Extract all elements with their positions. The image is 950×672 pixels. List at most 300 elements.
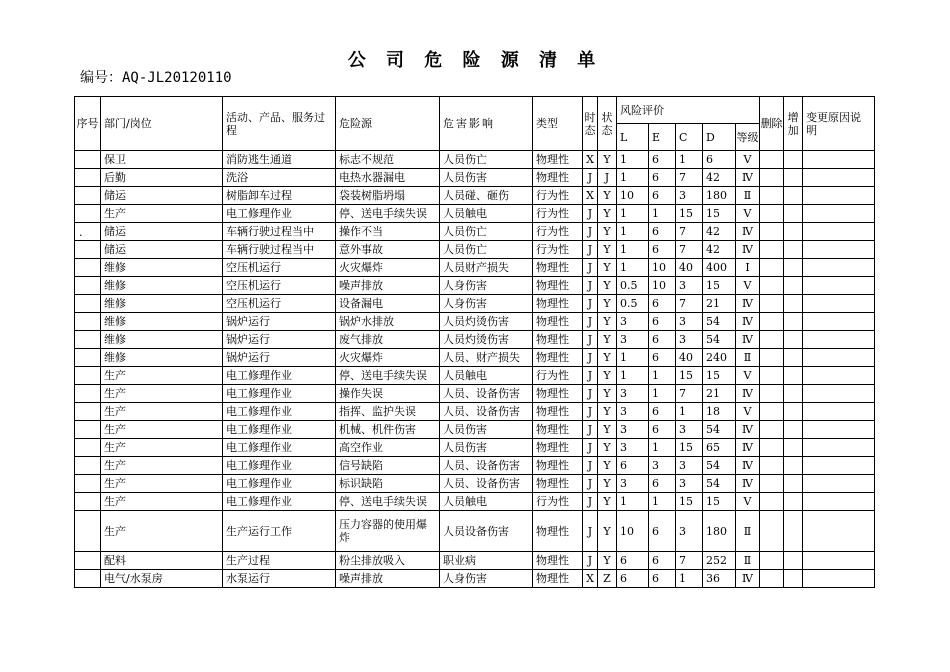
cell-delete	[760, 331, 784, 349]
header-delete: 删除	[760, 97, 784, 151]
cell-state: Y	[598, 367, 617, 385]
cell-change-reason	[803, 439, 875, 457]
cell-grade: Ⅱ	[736, 511, 760, 552]
cell-tense: J	[583, 439, 598, 457]
cell-E: 6	[649, 511, 676, 552]
cell-D: 54	[703, 475, 736, 493]
cell-state: Y	[598, 439, 617, 457]
cell-L: 0.5	[617, 295, 649, 313]
cell-C: 40	[676, 349, 703, 367]
cell-state: Y	[598, 475, 617, 493]
cell-type: 物理性	[533, 457, 583, 475]
cell-impact: 人员伤亡	[440, 223, 533, 241]
cell-hazard: 指挥、监护失误	[336, 403, 440, 421]
cell-impact: 人员碰、砸伤	[440, 187, 533, 205]
cell-activity: 电工修理作业	[223, 421, 336, 439]
cell-impact: 人员伤亡	[440, 241, 533, 259]
table-row	[75, 439, 875, 457]
cell-type: 物理性	[533, 475, 583, 493]
cell-state: Y	[598, 403, 617, 421]
cell-add	[784, 367, 803, 385]
cell-tense: J	[583, 475, 598, 493]
cell-C: 7	[676, 169, 703, 187]
cell-change-reason	[803, 169, 875, 187]
cell-activity: 锅炉运行	[223, 313, 336, 331]
cell-E: 1	[649, 385, 676, 403]
cell-tense: J	[583, 295, 598, 313]
cell-D: 54	[703, 421, 736, 439]
cell-delete	[760, 295, 784, 313]
cell-hazard: 高空作业	[336, 439, 440, 457]
cell-D: 21	[703, 295, 736, 313]
table-row	[75, 241, 875, 259]
cell-impact: 人员、设备伤害	[440, 385, 533, 403]
cell-grade: Ⅳ	[736, 223, 760, 241]
cell-L: 6	[617, 570, 649, 588]
cell-add	[784, 511, 803, 552]
cell-add	[784, 385, 803, 403]
cell-delete	[760, 277, 784, 295]
document-number: 编号：AQ-JL20120110	[80, 70, 232, 86]
cell-grade: Ⅴ	[736, 151, 760, 169]
stray-mark: .	[79, 226, 83, 239]
table-row	[75, 367, 875, 385]
cell-impact: 人员伤亡	[440, 151, 533, 169]
cell-L: 1	[617, 169, 649, 187]
cell-impact: 人员财产损失	[440, 259, 533, 277]
cell-change-reason	[803, 421, 875, 439]
cell-delete	[760, 349, 784, 367]
cell-type: 物理性	[533, 552, 583, 570]
cell-type: 行为性	[533, 241, 583, 259]
table-row	[75, 187, 875, 205]
cell-impact: 人员伤害	[440, 169, 533, 187]
cell-add	[784, 493, 803, 511]
cell-activity: 锅炉运行	[223, 331, 336, 349]
cell-state: Y	[598, 151, 617, 169]
cell-change-reason	[803, 187, 875, 205]
cell-grade: Ⅳ	[736, 570, 760, 588]
cell-hazard: 火灾爆炸	[336, 349, 440, 367]
cell-C: 7	[676, 241, 703, 259]
cell-hazard: 粉尘排放吸入	[336, 552, 440, 570]
cell-hazard: 标识缺陷	[336, 475, 440, 493]
cell-C: 7	[676, 552, 703, 570]
cell-state: Y	[598, 205, 617, 223]
cell-D: 42	[703, 223, 736, 241]
cell-seq	[75, 385, 101, 403]
cell-impact: 人员、财产损失	[440, 349, 533, 367]
cell-impact: 人员触电	[440, 205, 533, 223]
cell-E: 6	[649, 151, 676, 169]
cell-add	[784, 187, 803, 205]
cell-change-reason	[803, 277, 875, 295]
cell-E: 6	[649, 570, 676, 588]
cell-delete	[760, 169, 784, 187]
cell-D: 21	[703, 385, 736, 403]
cell-hazard: 操作不当	[336, 223, 440, 241]
table-row	[75, 421, 875, 439]
header-dept: 部门/岗位	[101, 97, 223, 151]
cell-change-reason	[803, 552, 875, 570]
cell-impact: 人身伤害	[440, 277, 533, 295]
cell-impact: 人员灼烫伤害	[440, 313, 533, 331]
cell-E: 6	[649, 295, 676, 313]
cell-grade: Ⅳ	[736, 169, 760, 187]
cell-dept: 生产	[101, 493, 223, 511]
header-state: 状态	[598, 97, 617, 151]
document-title: 公 司 危 险 源 清 单	[347, 50, 603, 71]
header-grade: 等级	[736, 124, 760, 151]
cell-delete	[760, 552, 784, 570]
cell-seq	[75, 313, 101, 331]
cell-D: 240	[703, 349, 736, 367]
table-row	[75, 223, 875, 241]
cell-seq	[75, 493, 101, 511]
cell-tense: J	[583, 241, 598, 259]
cell-L: 3	[617, 475, 649, 493]
cell-tense: J	[583, 403, 598, 421]
cell-hazard: 停、送电手续失误	[336, 367, 440, 385]
cell-C: 3	[676, 511, 703, 552]
table-row	[75, 169, 875, 187]
cell-hazard: 标志不规范	[336, 151, 440, 169]
cell-type: 物理性	[533, 385, 583, 403]
cell-change-reason	[803, 367, 875, 385]
cell-hazard: 袋装树脂坍塌	[336, 187, 440, 205]
cell-add	[784, 403, 803, 421]
cell-state: Y	[598, 313, 617, 331]
cell-activity: 树脂卸车过程	[223, 187, 336, 205]
cell-hazard: 设备漏电	[336, 295, 440, 313]
cell-grade: Ⅱ	[736, 187, 760, 205]
cell-tense: J	[583, 313, 598, 331]
cell-L: 3	[617, 403, 649, 421]
cell-state: Y	[598, 187, 617, 205]
cell-L: 1	[617, 493, 649, 511]
cell-add	[784, 241, 803, 259]
header-activity: 活动、产品、服务过程	[223, 97, 336, 151]
cell-hazard: 机械、机件伤害	[336, 421, 440, 439]
cell-grade: Ⅳ	[736, 385, 760, 403]
cell-seq	[75, 457, 101, 475]
cell-impact: 职业病	[440, 552, 533, 570]
cell-activity: 电工修理作业	[223, 439, 336, 457]
cell-grade: Ⅱ	[736, 552, 760, 570]
table-body	[75, 151, 875, 588]
cell-dept: 维修	[101, 349, 223, 367]
cell-state: Y	[598, 421, 617, 439]
cell-activity: 锅炉运行	[223, 349, 336, 367]
cell-impact: 人身伤害	[440, 295, 533, 313]
cell-tense: J	[583, 493, 598, 511]
cell-activity: 生产过程	[223, 552, 336, 570]
cell-tense: J	[583, 385, 598, 403]
cell-delete	[760, 241, 784, 259]
cell-C: 15	[676, 439, 703, 457]
cell-add	[784, 151, 803, 169]
cell-dept: 生产	[101, 511, 223, 552]
cell-dept: 配料	[101, 552, 223, 570]
cell-seq	[75, 169, 101, 187]
cell-dept: 生产	[101, 421, 223, 439]
cell-dept: 保卫	[101, 151, 223, 169]
cell-impact: 人员、设备伤害	[440, 403, 533, 421]
cell-tense: J	[583, 552, 598, 570]
cell-change-reason	[803, 205, 875, 223]
cell-E: 6	[649, 187, 676, 205]
cell-L: 3	[617, 439, 649, 457]
cell-grade: Ⅳ	[736, 331, 760, 349]
cell-hazard: 噪声排放	[336, 570, 440, 588]
cell-grade: Ⅳ	[736, 457, 760, 475]
table-row	[75, 313, 875, 331]
cell-C: 3	[676, 187, 703, 205]
cell-delete	[760, 457, 784, 475]
cell-D: 65	[703, 439, 736, 457]
cell-seq	[75, 403, 101, 421]
cell-D: 36	[703, 570, 736, 588]
cell-grade: Ⅴ	[736, 403, 760, 421]
cell-change-reason	[803, 151, 875, 169]
cell-tense: X	[583, 151, 598, 169]
cell-tense: J	[583, 421, 598, 439]
cell-state: Y	[598, 493, 617, 511]
cell-L: 6	[617, 552, 649, 570]
cell-E: 1	[649, 367, 676, 385]
cell-add	[784, 349, 803, 367]
cell-impact: 人员触电	[440, 367, 533, 385]
cell-tense: J	[583, 277, 598, 295]
cell-state: Y	[598, 385, 617, 403]
cell-state: Y	[598, 295, 617, 313]
header-risk-evaluation: 风险评价	[617, 97, 760, 124]
cell-activity: 车辆行驶过程当中	[223, 241, 336, 259]
cell-D: 54	[703, 313, 736, 331]
cell-impact: 人身伤害	[440, 570, 533, 588]
hazard-register-table	[74, 96, 875, 588]
cell-grade: Ⅳ	[736, 313, 760, 331]
cell-C: 7	[676, 385, 703, 403]
cell-C: 3	[676, 457, 703, 475]
cell-grade: Ⅳ	[736, 421, 760, 439]
cell-type: 物理性	[533, 331, 583, 349]
cell-seq	[75, 151, 101, 169]
cell-seq	[75, 570, 101, 588]
cell-L: 10	[617, 511, 649, 552]
table-row	[75, 259, 875, 277]
cell-add	[784, 313, 803, 331]
cell-delete	[760, 367, 784, 385]
cell-tense: J	[583, 457, 598, 475]
cell-add	[784, 475, 803, 493]
cell-E: 10	[649, 277, 676, 295]
table-row	[75, 295, 875, 313]
cell-dept: 生产	[101, 475, 223, 493]
cell-D: 18	[703, 403, 736, 421]
cell-seq	[75, 241, 101, 259]
cell-hazard: 压力容器的使用爆炸	[336, 511, 440, 552]
cell-L: 1	[617, 151, 649, 169]
cell-E: 6	[649, 475, 676, 493]
cell-L: 1	[617, 205, 649, 223]
cell-change-reason	[803, 313, 875, 331]
header-add: 增加	[784, 97, 803, 151]
cell-type: 物理性	[533, 313, 583, 331]
cell-state: Y	[598, 349, 617, 367]
table-row	[75, 475, 875, 493]
cell-D: 252	[703, 552, 736, 570]
cell-C: 1	[676, 151, 703, 169]
cell-L: 1	[617, 259, 649, 277]
cell-hazard: 信号缺陷	[336, 457, 440, 475]
cell-change-reason	[803, 385, 875, 403]
cell-impact: 人员、设备伤害	[440, 457, 533, 475]
cell-D: 6	[703, 151, 736, 169]
cell-L: 6	[617, 457, 649, 475]
cell-add	[784, 331, 803, 349]
header-row-1	[75, 97, 875, 124]
cell-L: 1	[617, 349, 649, 367]
cell-seq	[75, 421, 101, 439]
cell-L: 3	[617, 331, 649, 349]
cell-C: 7	[676, 295, 703, 313]
cell-C: 3	[676, 313, 703, 331]
cell-seq	[75, 259, 101, 277]
cell-L: 10	[617, 187, 649, 205]
cell-seq	[75, 277, 101, 295]
cell-seq	[75, 349, 101, 367]
cell-tense: J	[583, 349, 598, 367]
cell-L: 3	[617, 313, 649, 331]
cell-type: 行为性	[533, 187, 583, 205]
cell-activity: 消防逃生通道	[223, 151, 336, 169]
cell-D: 15	[703, 205, 736, 223]
cell-L: 1	[617, 367, 649, 385]
cell-add	[784, 259, 803, 277]
cell-add	[784, 421, 803, 439]
cell-dept: 后勤	[101, 169, 223, 187]
cell-impact: 人员伤害	[440, 421, 533, 439]
cell-dept: 维修	[101, 259, 223, 277]
cell-delete	[760, 421, 784, 439]
cell-state: Y	[598, 552, 617, 570]
cell-grade: Ⅳ	[736, 295, 760, 313]
cell-seq	[75, 367, 101, 385]
cell-state: Y	[598, 277, 617, 295]
cell-D: 180	[703, 187, 736, 205]
cell-state: Y	[598, 457, 617, 475]
cell-grade: Ⅳ	[736, 475, 760, 493]
cell-type: 行为性	[533, 223, 583, 241]
cell-dept: 生产	[101, 385, 223, 403]
header-type: 类型	[533, 97, 583, 151]
cell-grade: Ⅳ	[736, 241, 760, 259]
cell-add	[784, 570, 803, 588]
cell-D: 42	[703, 241, 736, 259]
cell-C: 3	[676, 475, 703, 493]
cell-E: 6	[649, 169, 676, 187]
cell-type: 物理性	[533, 277, 583, 295]
cell-add	[784, 277, 803, 295]
cell-impact: 人员伤害	[440, 439, 533, 457]
cell-E: 6	[649, 349, 676, 367]
cell-dept: 维修	[101, 295, 223, 313]
cell-delete	[760, 151, 784, 169]
table-row	[75, 205, 875, 223]
cell-tense: J	[583, 331, 598, 349]
header-seq: 序号	[75, 97, 101, 151]
cell-delete	[760, 205, 784, 223]
cell-grade: Ⅴ	[736, 367, 760, 385]
cell-dept: 维修	[101, 313, 223, 331]
cell-D: 400	[703, 259, 736, 277]
cell-activity: 电工修理作业	[223, 367, 336, 385]
table-row	[75, 511, 875, 552]
cell-L: 1	[617, 241, 649, 259]
cell-C: 3	[676, 421, 703, 439]
cell-add	[784, 439, 803, 457]
cell-seq	[75, 223, 101, 241]
cell-seq	[75, 331, 101, 349]
cell-dept: 维修	[101, 331, 223, 349]
cell-type: 物理性	[533, 421, 583, 439]
header-impact: 危害影响	[440, 97, 533, 151]
table-row	[75, 403, 875, 421]
table-row	[75, 277, 875, 295]
cell-C: 7	[676, 223, 703, 241]
cell-E: 10	[649, 259, 676, 277]
cell-hazard: 废气排放	[336, 331, 440, 349]
cell-dept: 生产	[101, 367, 223, 385]
cell-change-reason	[803, 241, 875, 259]
cell-hazard: 火灾爆炸	[336, 259, 440, 277]
cell-state: Y	[598, 223, 617, 241]
table-row	[75, 570, 875, 588]
cell-D: 54	[703, 331, 736, 349]
cell-hazard: 停、送电手续失误	[336, 205, 440, 223]
cell-L: 0.5	[617, 277, 649, 295]
cell-tense: J	[583, 169, 598, 187]
cell-activity: 车辆行驶过程当中	[223, 223, 336, 241]
cell-grade: Ⅳ	[736, 439, 760, 457]
cell-seq	[75, 475, 101, 493]
cell-change-reason	[803, 457, 875, 475]
cell-tense: J	[583, 223, 598, 241]
cell-activity: 电工修理作业	[223, 205, 336, 223]
cell-impact: 人员设备伤害	[440, 511, 533, 552]
header-D: D	[703, 124, 736, 151]
cell-C: 15	[676, 493, 703, 511]
cell-delete	[760, 223, 784, 241]
cell-state: Y	[598, 259, 617, 277]
cell-C: 3	[676, 331, 703, 349]
cell-dept: 储运	[101, 223, 223, 241]
cell-type: 物理性	[533, 295, 583, 313]
cell-type: 物理性	[533, 403, 583, 421]
cell-add	[784, 223, 803, 241]
cell-dept: 生产	[101, 403, 223, 421]
cell-seq	[75, 552, 101, 570]
cell-C: 15	[676, 367, 703, 385]
cell-L: 3	[617, 385, 649, 403]
cell-E: 6	[649, 241, 676, 259]
cell-delete	[760, 385, 784, 403]
cell-change-reason	[803, 331, 875, 349]
table-row	[75, 331, 875, 349]
cell-C: 1	[676, 403, 703, 421]
cell-change-reason	[803, 511, 875, 552]
